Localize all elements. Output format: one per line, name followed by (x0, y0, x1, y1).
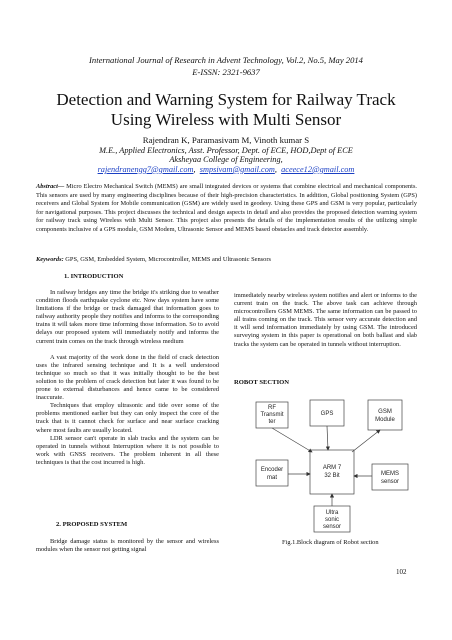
title-line-2: Using Wireless with Multi Sensor (110, 110, 342, 129)
encoder-block (256, 460, 288, 486)
proposed-heading: 2. PROPOSED SYSTEM (56, 521, 128, 528)
title-line-1: Detection and Warning System for Railway Track (56, 90, 396, 109)
email-link-3[interactable]: aceece12@gmail.com (281, 164, 355, 174)
arm7-label: ARM 7 32 Bit (322, 465, 342, 479)
author-affiliation: M.E., Applied Electronics, Asst. Professor, Dept. of ECE, HOD,Dept of ECE (99, 145, 353, 155)
robot-section-heading: ROBOT SECTION (234, 379, 290, 386)
figure-caption: Fig.1.Block diagram of Robot section (282, 539, 379, 546)
gsm-module-block (368, 400, 402, 430)
intro-paragraph-3: Techniques that employ ultrasonic and tide over some of the problems mentioned earlier but they can only inspect the core of the track that is it cannot check for surface and near surface cracking where most faults are usually located. (36, 402, 219, 434)
abstract-label: Abstract— (36, 183, 65, 190)
arm-to-gsm-connector (352, 430, 380, 452)
keywords-label: Keywords: (36, 256, 64, 263)
proposed-paragraph-1: Bridge damage status is monitored by the sensor and wireless modules when the sensor not getting signal (36, 538, 219, 554)
author-emails: rajendranengg7@gmail.com, smpsivam@gmail.com, aceece12@gmail.com (97, 164, 355, 174)
intro-column (36, 289, 219, 467)
robot-block-diagram (240, 394, 418, 534)
encoder-label: Encoder mat (260, 467, 284, 481)
college-name: Aksheyaa College of Engineering, (169, 155, 283, 165)
intro-paragraph-2: A vast majority of the work done in the field of crack detection uses the infrared sensing technique and It is a well understood technique so much so that it was initially thought to be the best solution to the problem of crack detection but later it was found to be prone to external disturbances and hence came to be considered inaccurate. (36, 353, 219, 402)
gsm-label: GSM Module (375, 409, 395, 423)
right-column-text (234, 292, 417, 349)
email-link-1[interactable]: rajendranengg7@gmail.com (97, 164, 194, 174)
email-link-2[interactable]: smpsivam@gmail.com (199, 164, 275, 174)
right-paragraph-1: immediately nearby wireless system notifies and alert or informs to the current train on the track. The above task can achieve through microcontrollers GSM MEMS. The same information can be passed to all trains coming on the track. This sensor very accurate detection and it will send information immediately by using GSM. The introduced surveying system in this paper is operational on both ballast and slab tracks the system can be operated in tunnels without interruption. (234, 292, 417, 348)
ultrasonic-label: Ultra sonic sensor (322, 510, 342, 530)
journal-header (0, 54, 452, 78)
abstract-text: Micro Electro Mechanical Switch (MEMS) are small integrated devices or systems that combine electrical and mechanical components. This sensors are used by many engineering disciplines because of their high-precision characteristics. In addition, Global positioning System (GPS) receivers and Global System for Mobile communication (GSM) are widely used in geodesy. Using these GPS and GSM is very popular, particularly for navigational purposes. This project discusses the technical and design aspects in detail and also provides the proposed detection warning system for railway track using Wireless with Multi Sensor. This project also presents the details of the implementation results of the utilizing simple components inclusive of a GPS module, GSM Modem, Ultrasonic Sensor and MEMS based obstacles and track detector assembly. (36, 183, 417, 233)
keywords-text: GPS, GSM, Embedded System, Microcontroller, MEMS and Ultrasonic Sensors (63, 256, 271, 263)
abstract (36, 183, 417, 234)
journal-issn: E-ISSN: 2321-9637 (192, 67, 260, 77)
journal-citation: International Journal of Research in Advent Technology, Vol.2, No.5, May 2014 (89, 55, 363, 65)
rf-to-arm-connector (272, 428, 312, 452)
intro-paragraph-1: In railway bridges any time the bridge it's striking due to weather condition floods earthquake cyclone etc. Now days system have some limitations if the bridge or track damaged that information goes to railway authority people they notifies and informs to the corresponding trains it will takes more time informing those information. So to avoid delays our proposed system will immediately notify and informs the current train comes on the track through wireless medium (36, 289, 219, 345)
mems-sensor-block (372, 464, 408, 490)
author-block (0, 136, 452, 174)
arm7-block (310, 450, 354, 494)
paper-title (40, 90, 412, 130)
rf-label: RF Transmit ter (260, 405, 284, 425)
page-number: 102 (396, 568, 407, 576)
gps-to-arm-connector (327, 426, 328, 450)
keywords (36, 256, 417, 264)
author-names: Rajendran K, Paramasivam M, Vinoth kumar S (142, 135, 310, 145)
gps-label: GPS (320, 411, 334, 417)
mems-label: MEMS sensor (380, 471, 400, 485)
intro-heading: 1. INTRODUCTION (64, 273, 124, 280)
intro-paragraph-4: LDR sensor can't operate in slab tracks and the system can be operated in tunnels without Interruption where it is not possible to work with GNSS receivers. The problem inherent in all these techniques is that the cost incurred is high. (36, 434, 219, 466)
proposed-paragraph (36, 538, 219, 554)
